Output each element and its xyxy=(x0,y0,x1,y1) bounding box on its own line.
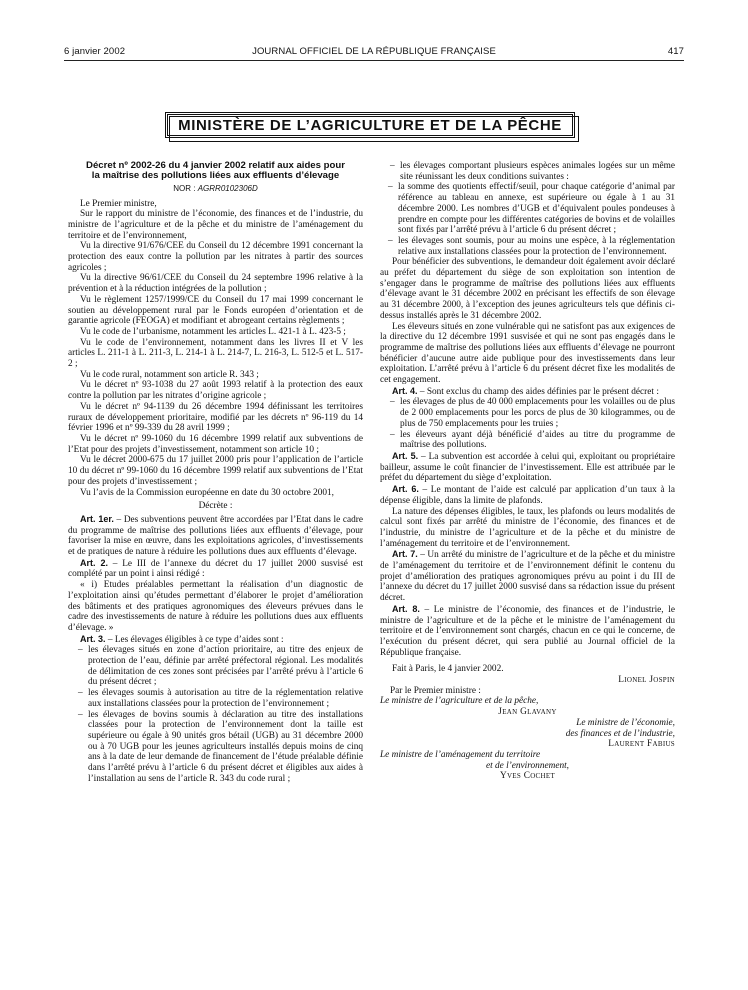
text-columns xyxy=(68,161,683,971)
article-5 xyxy=(380,451,675,484)
nor-label: NOR : xyxy=(173,183,196,193)
article-7 xyxy=(380,549,675,604)
visa-paragraph: Sur le rapport du ministre de l’économie, des finances et de l’industrie, du ministre de l’agriculture et de la pêche et du ministre de l’aménagement du territoire et de l’environnement, xyxy=(68,209,363,241)
visa-paragraph: Vu le décret nº 94-1139 du 26 décembre 1994 définissant les territoires ruraux de développement prioritaire, modifié par les décrets nº 96-119 du 14 février 1996 et nº 99-339 du 28 avril 1999 ; xyxy=(68,401,363,434)
signature-env-name: Yves Cochet xyxy=(499,771,556,782)
signature-env-title-1: Le ministre de l’aménagement du territoire xyxy=(380,749,541,760)
article-3 xyxy=(68,634,363,646)
article-1 xyxy=(68,514,363,558)
visa-paragraph: Vu le décret nº 99-1060 du 16 décembre 1999 relatif aux subventions de l’Etat pour des projets d’investissement, notamment son article 10 ; xyxy=(68,433,363,455)
visa-paragraph: Vu le code rural, notamment son article R. 343 ; xyxy=(80,369,259,380)
article-3-list-a xyxy=(68,645,363,784)
signing-place-date: Fait à Paris, le 4 janvier 2002. xyxy=(392,664,504,675)
list-item: – les élevages comportant plusieurs espèces animales logées sur un même site réunissant les deux conditions suivantes : xyxy=(392,161,675,182)
list-item: – les éleveurs ayant déjà bénéficié d’aides au titre du programme de maîtrise des pollutions. xyxy=(392,430,675,451)
header-journal-title: JOURNAL OFFICIEL DE LA RÉPUBLIQUE FRANÇAISE xyxy=(252,46,496,57)
visa-paragraph: Vu le code de l’urbanisme, notamment les articles L. 421-1 à L. 423-5 ; xyxy=(80,326,346,337)
article-4-text: – Sont exclus du champ des aides définies par le présent décret : xyxy=(417,386,659,397)
article-1-label: Art. 1er. xyxy=(80,513,114,524)
signature-eco-title-1: Le ministre de l’économie, xyxy=(576,717,675,728)
article-6-text: – Le montant de l’aide est calculé par application d’un taux à la dépense éligible, dans la limite de plafonds. xyxy=(380,485,675,506)
article-5-text: – La subvention est accordée à celui qui, exploitant ou propriétaire bailleur, assume le coût financier de l’investissement. Elle est attribuée par le préfet du département du siège d’exploitation. xyxy=(380,451,675,484)
article-3-paragraph-1: Pour bénéficier des subventions, le demandeur doit également avoir déclaré au préfet du département du siège de son exploitation son intention de s’engager dans le programme de maîtrise des pollutions liées aux effluents d’élevage avant le 31 décembre 2002 en précisant les effectifs de son élevage au 31 décembre 2000, à l’exception des jeunes agriculteurs tels que définis ci-dessus installés après le 31 décembre 2002. xyxy=(380,257,675,321)
decrete: Décrète : xyxy=(198,501,233,512)
signature-eco-name: Laurent Fabius xyxy=(608,739,675,750)
article-6 xyxy=(380,484,675,506)
list-item: – les élevages de plus de 40 000 emplacements pour les volailles ou de plus de 2 000 emplacements pour les porcs de plus de 30 kilogrammes, ou de plus de 750 emplacements pour les truies ; xyxy=(392,397,675,429)
ministry-title: MINISTÈRE DE L’AGRICULTURE ET DE LA PÊCHE xyxy=(178,117,562,134)
list-item: – les élevages soumis à autorisation au titre de la réglementation relative aux installations classées pour la protection de l’environnement ; xyxy=(80,688,363,709)
article-6-paragraph: La nature des dépenses éligibles, le taux, les plafonds ou leurs modalités de calcul sont fixés par arrêté du ministre de l’économie, des finances et de l’industrie, du ministre de l’agriculture et de la pêche et du ministre de l’aménagement du territoire et de l’environnement. xyxy=(380,506,675,549)
article-3-text: – Les élevages éligibles à ce type d’aides sont : xyxy=(105,634,284,645)
article-8-text: – Le ministre de l’économie, des finances et de l’industrie, le ministre de l’agriculture et de la pêche et le ministre de l’aménagement du territoire et de l’environnement sont chargés, chacun en ce qui le concerne, de l’exécution du présent décret, qui sera publié au Journal officiel de la République française. xyxy=(380,604,675,658)
visa-paragraph: Vu l’avis de la Commission européenne en date du 30 octobre 2001, xyxy=(80,487,335,498)
article-3-label: Art. 3. xyxy=(80,633,106,644)
list-item: – les élevages situés en zone d’action prioritaire, au titre des enjeux de protection de l’eau, définie par arrêté préfectoral régional. Les modalités de délimitation de ces zones sont précisées par l’arrêté prévu à l’article 6 du présent décret ; xyxy=(80,645,363,688)
signature-agri-name: Jean Glavany xyxy=(498,707,557,718)
article-4 xyxy=(380,386,675,398)
article-3-sublist xyxy=(380,182,675,257)
decree-title: Décret nº 2002-26 du 4 janvier 2002 relatif aux aides pour la maîtrise des pollutions liées aux effluents d’élevage xyxy=(86,160,345,182)
visa-paragraph: Vu le décret nº 93-1038 du 27 août 1993 relatif à la protection des eaux contre la pollution par les nitrates d’origine agricole ; xyxy=(68,380,363,402)
signature-prime-minister: Lionel Jospin xyxy=(618,675,675,686)
article-3-paragraph-2: Les éleveurs situés en zone vulnérable qui ne satisfont pas aux exigences de la directive du 12 décembre 1991 susvisée et qui ne sont pas engagés dans le programme de maîtrise des pollutions liées aux effluents d’élevage ne pourront bénéficier d’aucune autre aide publique pour des investissements dans leur exploitation. L’arrêté prévu à l’article 6 du présent décret fixe les modalités de cet engagement. xyxy=(380,321,675,386)
page-header xyxy=(64,46,684,60)
visa-paragraph: Vu la directive 91/676/CEE du Conseil du 12 décembre 1991 concernant la protection des eaux contre la pollution par les nitrates à partir des sources agricoles ; xyxy=(68,241,363,273)
article-2-quote: « i) Etudes préalables permettant la réalisation d’un diagnostic de l’exploitation ainsi qu’études permettant d’élaborer le projet d’amélioration des bâtiments et des pratiques agronomiques des éleveurs prévues dans le cadre des investissements de nature à réduire les pollutions dues aux effluents d’élevage. » xyxy=(68,580,363,633)
article-1-text: – Des subventions peuvent être accordées par l’Etat dans le cadre du programme de maîtrise des pollutions liées aux effluents d’élevage, pour favoriser la mise en œuvre, dans les exploitations agricoles, d’investissements et de pratiques de nature à réduire les pollutions dues aux effluents d’élevage. xyxy=(68,514,363,558)
header-page-number: 417 xyxy=(667,46,684,57)
list-item: – la somme des quotients effectif/seuil, pour chaque catégorie d’animal par référence au tableau en annexe, est supérieure ou égale à 1 au 31 décembre 2000. Les nombres d’UGB et d’équivalent poules pondeuses à prendre en compte pour les différentes catégories de bovins et de volailles sont fixés par l’arrêté prévu à l’article 6 du présent décret ; xyxy=(390,182,675,236)
article-7-text: – Un arrêté du ministre de l’agriculture et de la pêche et du ministre de l’aménagement du territoire et de l’environnement définit le contenu du projet d’amélioration des pratiques agronomiques prévu au point i du III de l’annexe du décret du 17 juillet 2000 susvisé dans sa rédaction issue du présent décret. xyxy=(380,550,675,604)
article-2-text: – Le III de l’annexe du décret du 17 juillet 2000 susvisé est complété par un point i ainsi rédigé : xyxy=(68,558,363,580)
article-8-label: Art. 8. xyxy=(392,603,420,614)
article-3-list-b xyxy=(380,161,675,182)
header-rule xyxy=(64,60,684,61)
article-4-list xyxy=(380,397,675,451)
nor-line xyxy=(68,184,363,195)
article-8 xyxy=(380,604,675,659)
nor-value: AGRR0102306D xyxy=(197,183,258,193)
article-6-label: Art. 6. xyxy=(392,484,419,495)
article-5-label: Art. 5. xyxy=(392,450,419,461)
visa-paragraph: Vu la directive 96/61/CEE du Conseil du 24 septembre 1996 relative à la prévention et à la réduction intégrées de la pollution ; xyxy=(68,273,363,295)
left-column xyxy=(68,161,363,784)
list-item: – les élevages de bovins soumis à déclaration au titre des installations classées pour la protection de l’environnement dont la taille est supérieure ou égale à 90 unités gros bétail (UGB) au 31 décembre 2000 ou à 70 UGB pour les jeunes agriculteurs installés depuis moins de cinq ans à la date de leur demande de financement de l’étude préalable définie dans l’arrêté prévu à l’article 6 du présent décret et éligibles aux aides à l’installation au sens de l’article R. 343 du code rural ; xyxy=(80,710,363,785)
visas xyxy=(68,209,363,498)
visa-paragraph: Vu le décret 2000-675 du 17 juillet 2000 pris pour l’application de l’article 10 du décret nº 99-1060 du 16 décembre 1999 relatif aux subventions de l’Etat pour des projets d’investissement ; xyxy=(68,455,363,487)
signature-eco-title-2: des finances et de l’industrie, xyxy=(565,728,675,739)
article-7-label: Art. 7. xyxy=(392,549,418,560)
article-2 xyxy=(68,558,363,580)
article-2-label: Art. 2. xyxy=(80,557,108,568)
header-date: 6 janvier 2002 xyxy=(64,46,126,57)
visa-paragraph: Vu le code de l’environnement, notamment dans les livres II et V les articles L. 211-1 à L. 211-3, L. 214-1 à L. 214-7, L. 216-3, L. 512-5 et L. 517-2 ; xyxy=(68,337,363,370)
signature-agri-title: Le ministre de l’agriculture et de la pêche, xyxy=(380,696,539,707)
ministry-box xyxy=(165,112,575,138)
intro: Le Premier ministre, xyxy=(80,198,157,209)
visa-paragraph: Vu le règlement 1257/1999/CE du Conseil du 17 mai 1999 concernant le soutien au développement rural par le Fonds européen d’orientation et de garantie agricole (FEOGA) et modifiant et abrogeant certains règlements ; xyxy=(68,294,363,327)
right-column xyxy=(380,161,675,782)
signature-par-pm: Par le Premier ministre : xyxy=(390,685,481,696)
signature-env-title-2: et de l’environnement, xyxy=(485,760,570,771)
article-4-label: Art. 4. xyxy=(392,385,418,396)
list-item: – les élevages sont soumis, pour au moins une espèce, à la réglementation relative aux installations classées pour la protection de l’environnement. xyxy=(390,236,675,257)
